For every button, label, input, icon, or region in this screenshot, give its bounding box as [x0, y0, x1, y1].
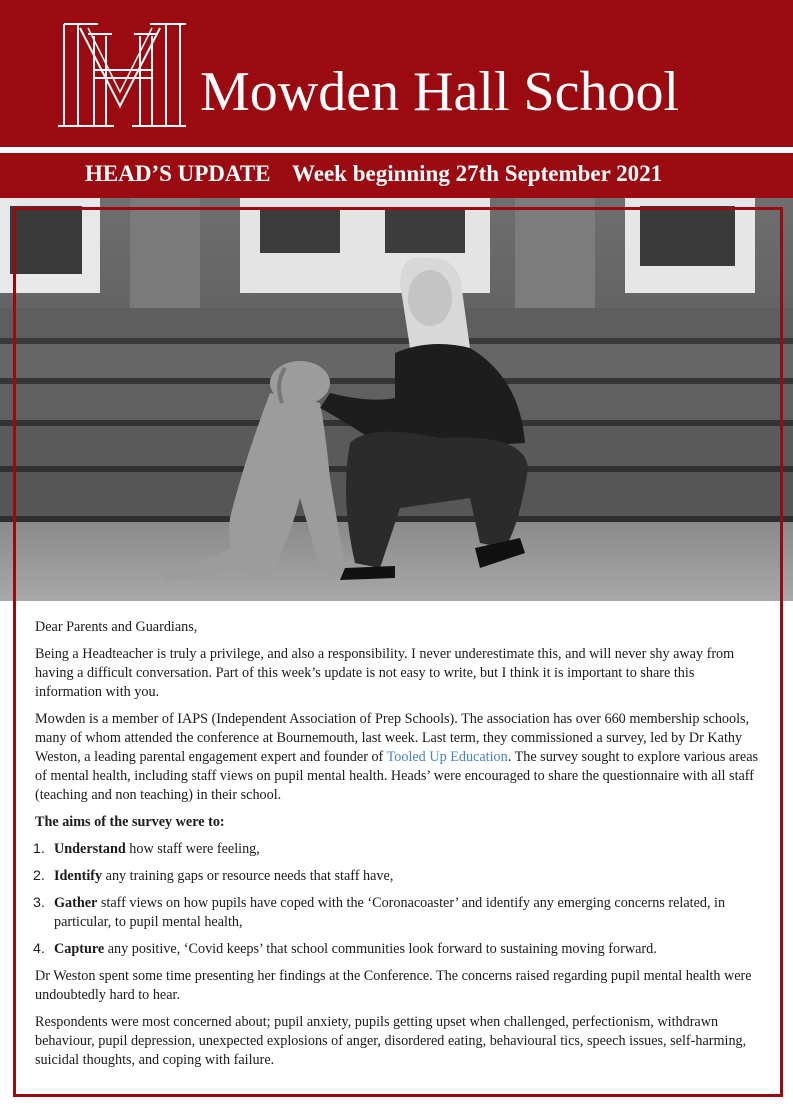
list-item-text: any training gaps or resource needs that staff have,: [102, 868, 394, 884]
paragraph-iaps: [35, 710, 763, 805]
school-name: Mowden Hall School: [200, 61, 680, 123]
aims-list: [35, 840, 763, 959]
list-number: 3.: [33, 895, 45, 911]
list-number: 1.: [33, 841, 45, 857]
paragraph-concerns: Respondents were most concerned about; pupil anxiety, pupils getting upset when challenged, perfectionism, withdrawn behaviour, pupil depression, unexpected explosions of anger, disordered eating, behavioural tics, speech issues, self-harming, suicidal thoughts, and coping with failure.: [35, 1014, 747, 1068]
paragraph-iaps-text: Mowden is a member of IAPS (Independent Association of Prep Schools). The association has over 660 membership schools, many of whom attended the conference at Bournemouth, last week. Last term, they commissioned a survey, led by Dr Kathy Weston, a leading parental engagement expert and founder of: [35, 711, 750, 765]
list-number: 2.: [33, 868, 45, 884]
list-item-keyword: Capture: [54, 941, 105, 957]
greeting: Dear Parents and Guardians,: [35, 619, 198, 635]
list-item-keyword: Identify: [54, 868, 103, 884]
letter-body: [35, 618, 763, 1078]
paragraph-iaps-text-end: . The survey sought to explore various areas of mental health, including staff views on pupil mental health. Heads’ were encouraged to share the questionnaire with all staff (teaching and non teaching) in their school.: [35, 749, 759, 803]
school-monogram-logo: [58, 14, 186, 130]
list-item-keyword: Gather: [54, 895, 98, 911]
paragraph-findings: Dr Weston spent some time presenting her findings at the Conference. The concerns raised regarding pupil mental health were undoubtedly hard to hear.: [35, 968, 752, 1003]
update-title: HEAD’S UPDATE: [85, 161, 271, 186]
list-number: 4.: [33, 941, 45, 957]
aims-heading-text: The aims of the survey were to:: [35, 814, 225, 830]
list-item: [35, 840, 763, 859]
week-date: Week beginning 27th September 2021: [292, 161, 663, 186]
tooled-up-education-link[interactable]: Tooled Up Education: [386, 749, 508, 765]
paragraph-privilege: Being a Headteacher is truly a privilege, and also a responsibility. I never underestimate this, and will never shy away from having a difficult conversation. Part of this week’s update is not easy to write, but I think it is important to share this information with you.: [35, 646, 735, 700]
list-item-text: any positive, ‘Covid keeps’ that school communities look forward to sustaining moving forward.: [104, 941, 657, 957]
list-item-keyword: Understand: [54, 841, 126, 857]
headteacher-photo: [0, 198, 793, 601]
list-item: [35, 940, 763, 959]
list-item: [35, 894, 763, 932]
list-item-text: how staff were feeling,: [125, 841, 260, 857]
header-banner: [0, 0, 793, 147]
title-bar: [0, 153, 793, 198]
list-item-text: staff views on how pupils have coped with the ‘Coronacoaster’ and identify any emerging concerns related, in particular, to pupil mental health,: [54, 895, 726, 930]
aims-heading: [35, 813, 763, 832]
photo-icon: [0, 198, 793, 601]
list-item: [35, 867, 763, 886]
